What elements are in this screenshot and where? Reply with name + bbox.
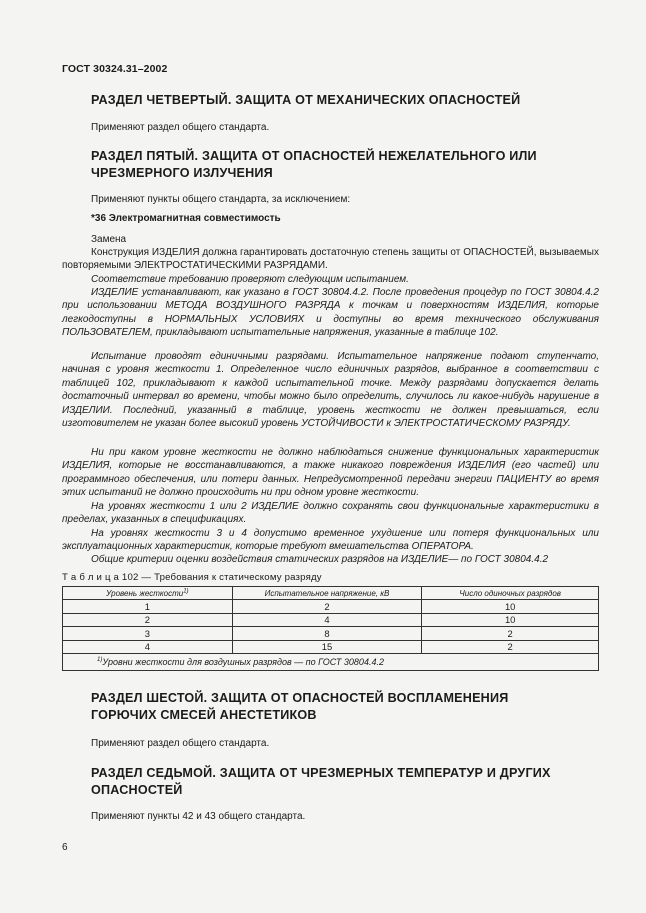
section-7-title: РАЗДЕЛ СЕДЬМОЙ. ЗАЩИТА ОТ ЧРЕЗМЕРНЫХ ТЕМПЕРАТУР И ДРУГИХ ОПАСНОСТЕЙ xyxy=(91,766,551,797)
table-row xyxy=(63,613,599,626)
paragraph-levels-1-2: На уровнях жесткости 1 или 2 ИЗДЕЛИЕ должно сохранять свои функциональные характеристики в пределах, указанных в спецификациях. xyxy=(62,501,599,526)
paragraph-construction: Конструкция ИЗДЕЛИЯ должна гарантировать достаточную степень защиты от ОПАСНОСТЕЙ, вызываемых повторяемыми ЭЛЕКТРОСТАТИЧЕСКИМИ РАЗРЯДАМИ. xyxy=(62,247,599,272)
section-5-title: РАЗДЕЛ ПЯТЫЙ. ЗАЩИТА ОТ ОПАСНОСТЕЙ НЕЖЕЛАТЕЛЬНОГО ИЛИ ЧРЕЗМЕРНОГО ИЗЛУЧЕНИЯ xyxy=(91,149,537,180)
table-footnote: $^{1)}$Уровни жесткости для воздушных разрядов — по ГОСТ 30804.4.2 xyxy=(63,653,599,670)
table-cell: 2 xyxy=(422,640,599,653)
paragraph-levels-3-4: На уровнях жесткости 3 и 4 допустимо временное ухудшение или потеря функциональных или эксплуатационных характеристик, которые требуют вмешательства ОПЕРАТОРА. xyxy=(62,528,599,553)
page-number: 6 xyxy=(62,842,68,853)
table-row xyxy=(63,600,599,613)
table-cell: 4 xyxy=(63,640,233,653)
section-6-title: РАЗДЕЛ ШЕСТОЙ. ЗАЩИТА ОТ ОПАСНОСТЕЙ ВОСПЛАМЕНЕНИЯ ГОРЮЧИХ СМЕСЕЙ АНЕСТЕТИКОВ xyxy=(91,691,509,722)
table-cell: 2 xyxy=(63,613,233,626)
paragraph-no-degradation: Ни при каком уровне жесткости не должно наблюдаться снижение функциональных характеристик ИЗДЕЛИЯ, которые не восстанавливаются, а также никакого повреждения ИЗДЕЛИЯ (его частей) или программного обеспечения, или потери данных. Непредусмотренной передачи энергии ПАЦИЕНТУ во время этих испытаний не должно происходить ни при одном уровне жесткости. xyxy=(62,447,599,499)
column-header: Уровень жесткости$^{1)}$ xyxy=(63,587,233,600)
subclause-36-heading: *36 Электромагнитная совместимость xyxy=(91,213,281,224)
table-cell: 10 xyxy=(422,600,599,613)
table-cell: 10 xyxy=(422,613,599,626)
table-cell: 1 xyxy=(63,600,233,613)
column-header: Число одиночных разрядов xyxy=(422,587,599,600)
standard-header: ГОСТ 30324.31–2002 xyxy=(62,63,168,75)
section-7-body: Применяют пункты 42 и 43 общего стандарта. xyxy=(91,811,306,822)
section-6-body: Применяют раздел общего стандарта. xyxy=(91,738,270,749)
table-cell: 15 xyxy=(232,640,422,653)
table-cell: 4 xyxy=(232,613,422,626)
table-cell: 8 xyxy=(232,627,422,640)
table-caption: Т а б л и ц а 102 — Требования к статическому разряду xyxy=(62,572,322,583)
paragraph-test-procedure: Испытание проводят единичными разрядами. Испытательное напряжение подают ступенчато, начиная с уровня жесткости 1. Определенное число единичных разрядов, выбранное в соответствии с таблицей 102, прикладывают к каждой испытательной точке. Между разрядами допускается делать достаточный интервал во времени, чтобы можно было определить, случилось ли какое-нибудь нарушение в ИЗДЕЛИИ. Последний, указанный в таблице, уровень жесткости не должен превышаться, если изготовителем не указан более высокий уровень УСТОЙЧИВОСТИ к ЭЛЕКТРОСТАТИЧЕСКОМУ РАЗРЯДУ. xyxy=(62,351,599,430)
table-row xyxy=(63,640,599,653)
table-cell: 2 xyxy=(422,627,599,640)
replacement-label: Замена xyxy=(91,234,127,245)
section-4-body: Применяют раздел общего стандарта. xyxy=(91,122,270,133)
paragraph-setup: ИЗДЕЛИЕ устанавливают, как указано в ГОСТ 30804.4.2. После проведения процедур по ГОСТ 30804.4.2 при использовании МЕТОДА ВОЗДУШНОГО РАЗРЯДА к точкам и поверхностям ИЗДЕЛИЯ, которые легкодоступны в НОРМАЛЬНЫХ УСЛОВИЯХ и доступны во время технического обслуживания ПОЛЬЗОВАТЕЛЕМ, прикладывают испытательные напряжения, указанные в таблице 102. xyxy=(62,287,599,339)
paragraph-compliance: Соответствие требованию проверяют следующим испытанием. xyxy=(91,274,409,285)
table-header-row xyxy=(63,587,599,600)
section-5-body: Применяют пункты общего стандарта, за исключением: xyxy=(91,194,351,205)
section-4-title: РАЗДЕЛ ЧЕТВЕРТЫЙ. ЗАЩИТА ОТ МЕХАНИЧЕСКИХ ОПАСНОСТЕЙ xyxy=(91,93,521,107)
table-row xyxy=(63,627,599,640)
table-cell: 2 xyxy=(232,600,422,613)
paragraph-general-criteria: Общие критерии оценки воздействия статических разрядов на ИЗДЕЛИЕ— по ГОСТ 30804.4.2 xyxy=(91,554,549,565)
table-note-row xyxy=(63,653,599,670)
column-header: Испытательное напряжение, кВ xyxy=(232,587,422,600)
static-discharge-table xyxy=(62,586,599,671)
table-cell: 3 xyxy=(63,627,233,640)
